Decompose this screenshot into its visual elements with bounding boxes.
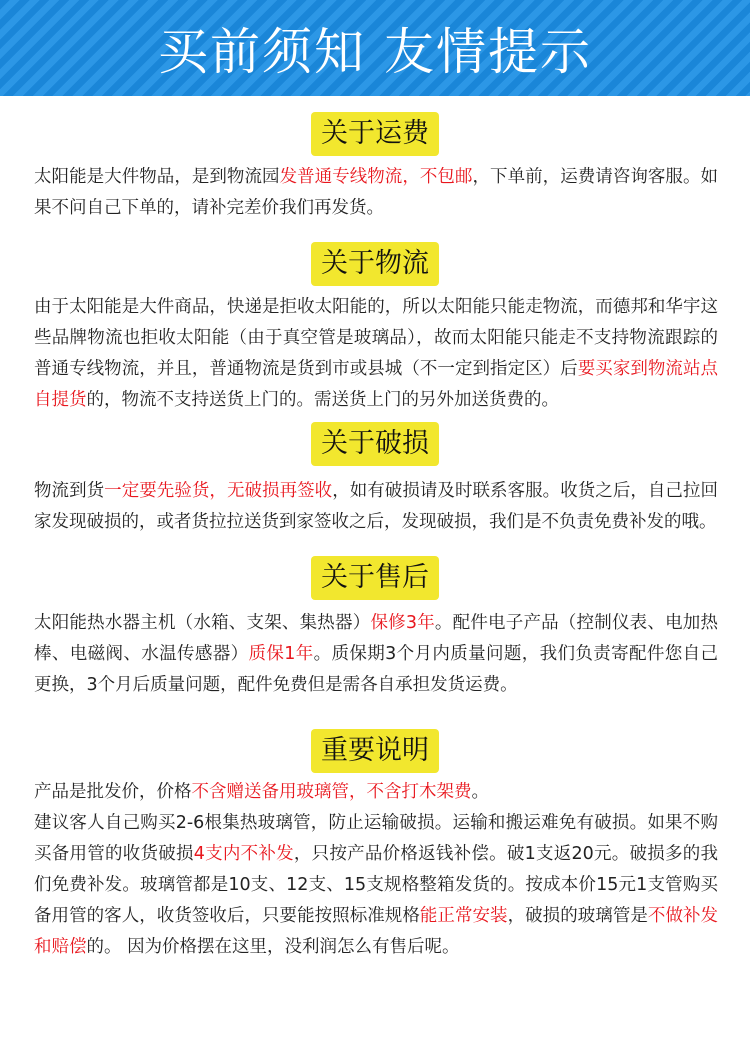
paragraph-shipping-fee [0,162,750,224]
highlight-text: 保修3年 [370,613,435,633]
banner-title: 买前须知 友情提示 [158,23,592,81]
text-segment: 。质保期3个月内质量问题，我们负责寄配件您自己更换，3个月后质量问题，配件免费但是需各自承担发货运费。 [34,644,719,695]
section-important-notes [0,729,750,963]
highlight-text: 能正常安装 [419,906,508,926]
highlight-text: 一定要先验货，无破损再签收 [104,481,333,501]
heading-damage: 关于破损 [311,422,439,466]
text-segment: 。配件电子产品（控制仪表、电加热棒、电磁阀、水温传感器） [34,613,719,664]
heading-important-notes: 重要说明 [311,729,439,773]
text-segment: 产品是批发价，价格 [34,782,192,802]
text-segment: 太阳能热水器主机（水箱、支架、集热器） [34,613,371,633]
section-logistics [0,242,750,416]
text-segment: ，破损的玻璃管是 [507,906,648,926]
text-segment: 物流到货 [34,481,105,501]
text-segment: 的。 因为价格摆在这里，没利润怎么有售后呢。 [86,937,460,957]
section-damage [0,422,750,538]
text-segment: 太阳能是大件物品，是到物流园 [34,167,280,187]
text-segment: 由于太阳能是大件商品，快递是拒收太阳能的，所以太阳能只能走物流，而德邦和华宇这些品牌物流也拒收太阳能（由于真空管是玻璃品），故而太阳能只能走不支持物流跟踪的普通专线物流，并且，普通物流是货到市或县城（不一定到指定区）后 [34,297,718,379]
note-line-spare-tubes [34,808,718,963]
highlight-text: 发普通专线物流，不包邮 [279,167,473,187]
highlight-text: 质保1年 [248,644,314,664]
paragraph-after-sales [0,608,750,701]
highlight-text: 要买家到物流站点自提货 [34,359,719,410]
title-banner [0,0,750,96]
heading-after-sales: 关于售后 [311,556,439,600]
paragraph-damage [0,476,750,538]
heading-shipping-fee: 关于运费 [311,112,439,156]
text-segment: 。 [471,782,489,802]
text-segment: ，如有破损请及时联系客服。收货之后，自己拉回家发现破损的，或者货拉拉送货到家签收之后，发现破损，我们是不负责免费补发的哦。 [34,481,719,532]
note-line-price [34,777,718,808]
heading-logistics: 关于物流 [311,242,439,286]
text-segment: ，下单前，运费请咨询客服。如果不问自己下单的，请补完差价我们再发货。 [34,167,719,218]
highlight-text: 不含赠送备用玻璃管，不含打木架费 [191,782,472,802]
paragraph-important-notes [0,777,750,963]
paragraph-logistics [0,292,750,416]
text-segment: 建议客人自己购买2-6根集热玻璃管，防止运输破损。运输和搬运难免有破损。如果不购买备用管的收货破损 [34,813,718,864]
text-segment: 的，物流不支持送货上门的。需送货上门的另外加送货费的。 [86,390,559,410]
section-shipping-fee [0,112,750,224]
section-after-sales [0,556,750,701]
highlight-text: 不做补发和赔偿 [34,906,719,957]
highlight-text: 4支内不补发 [193,844,294,864]
text-segment: ，只按产品价格返钱补偿。破1支返20元。破损多的我们免费补发。玻璃管都是10支、12支、15支规格整箱发货的。按成本价15元1支管购买备用管的客人，收货签收后，只要能按照标准规格 [34,844,719,926]
